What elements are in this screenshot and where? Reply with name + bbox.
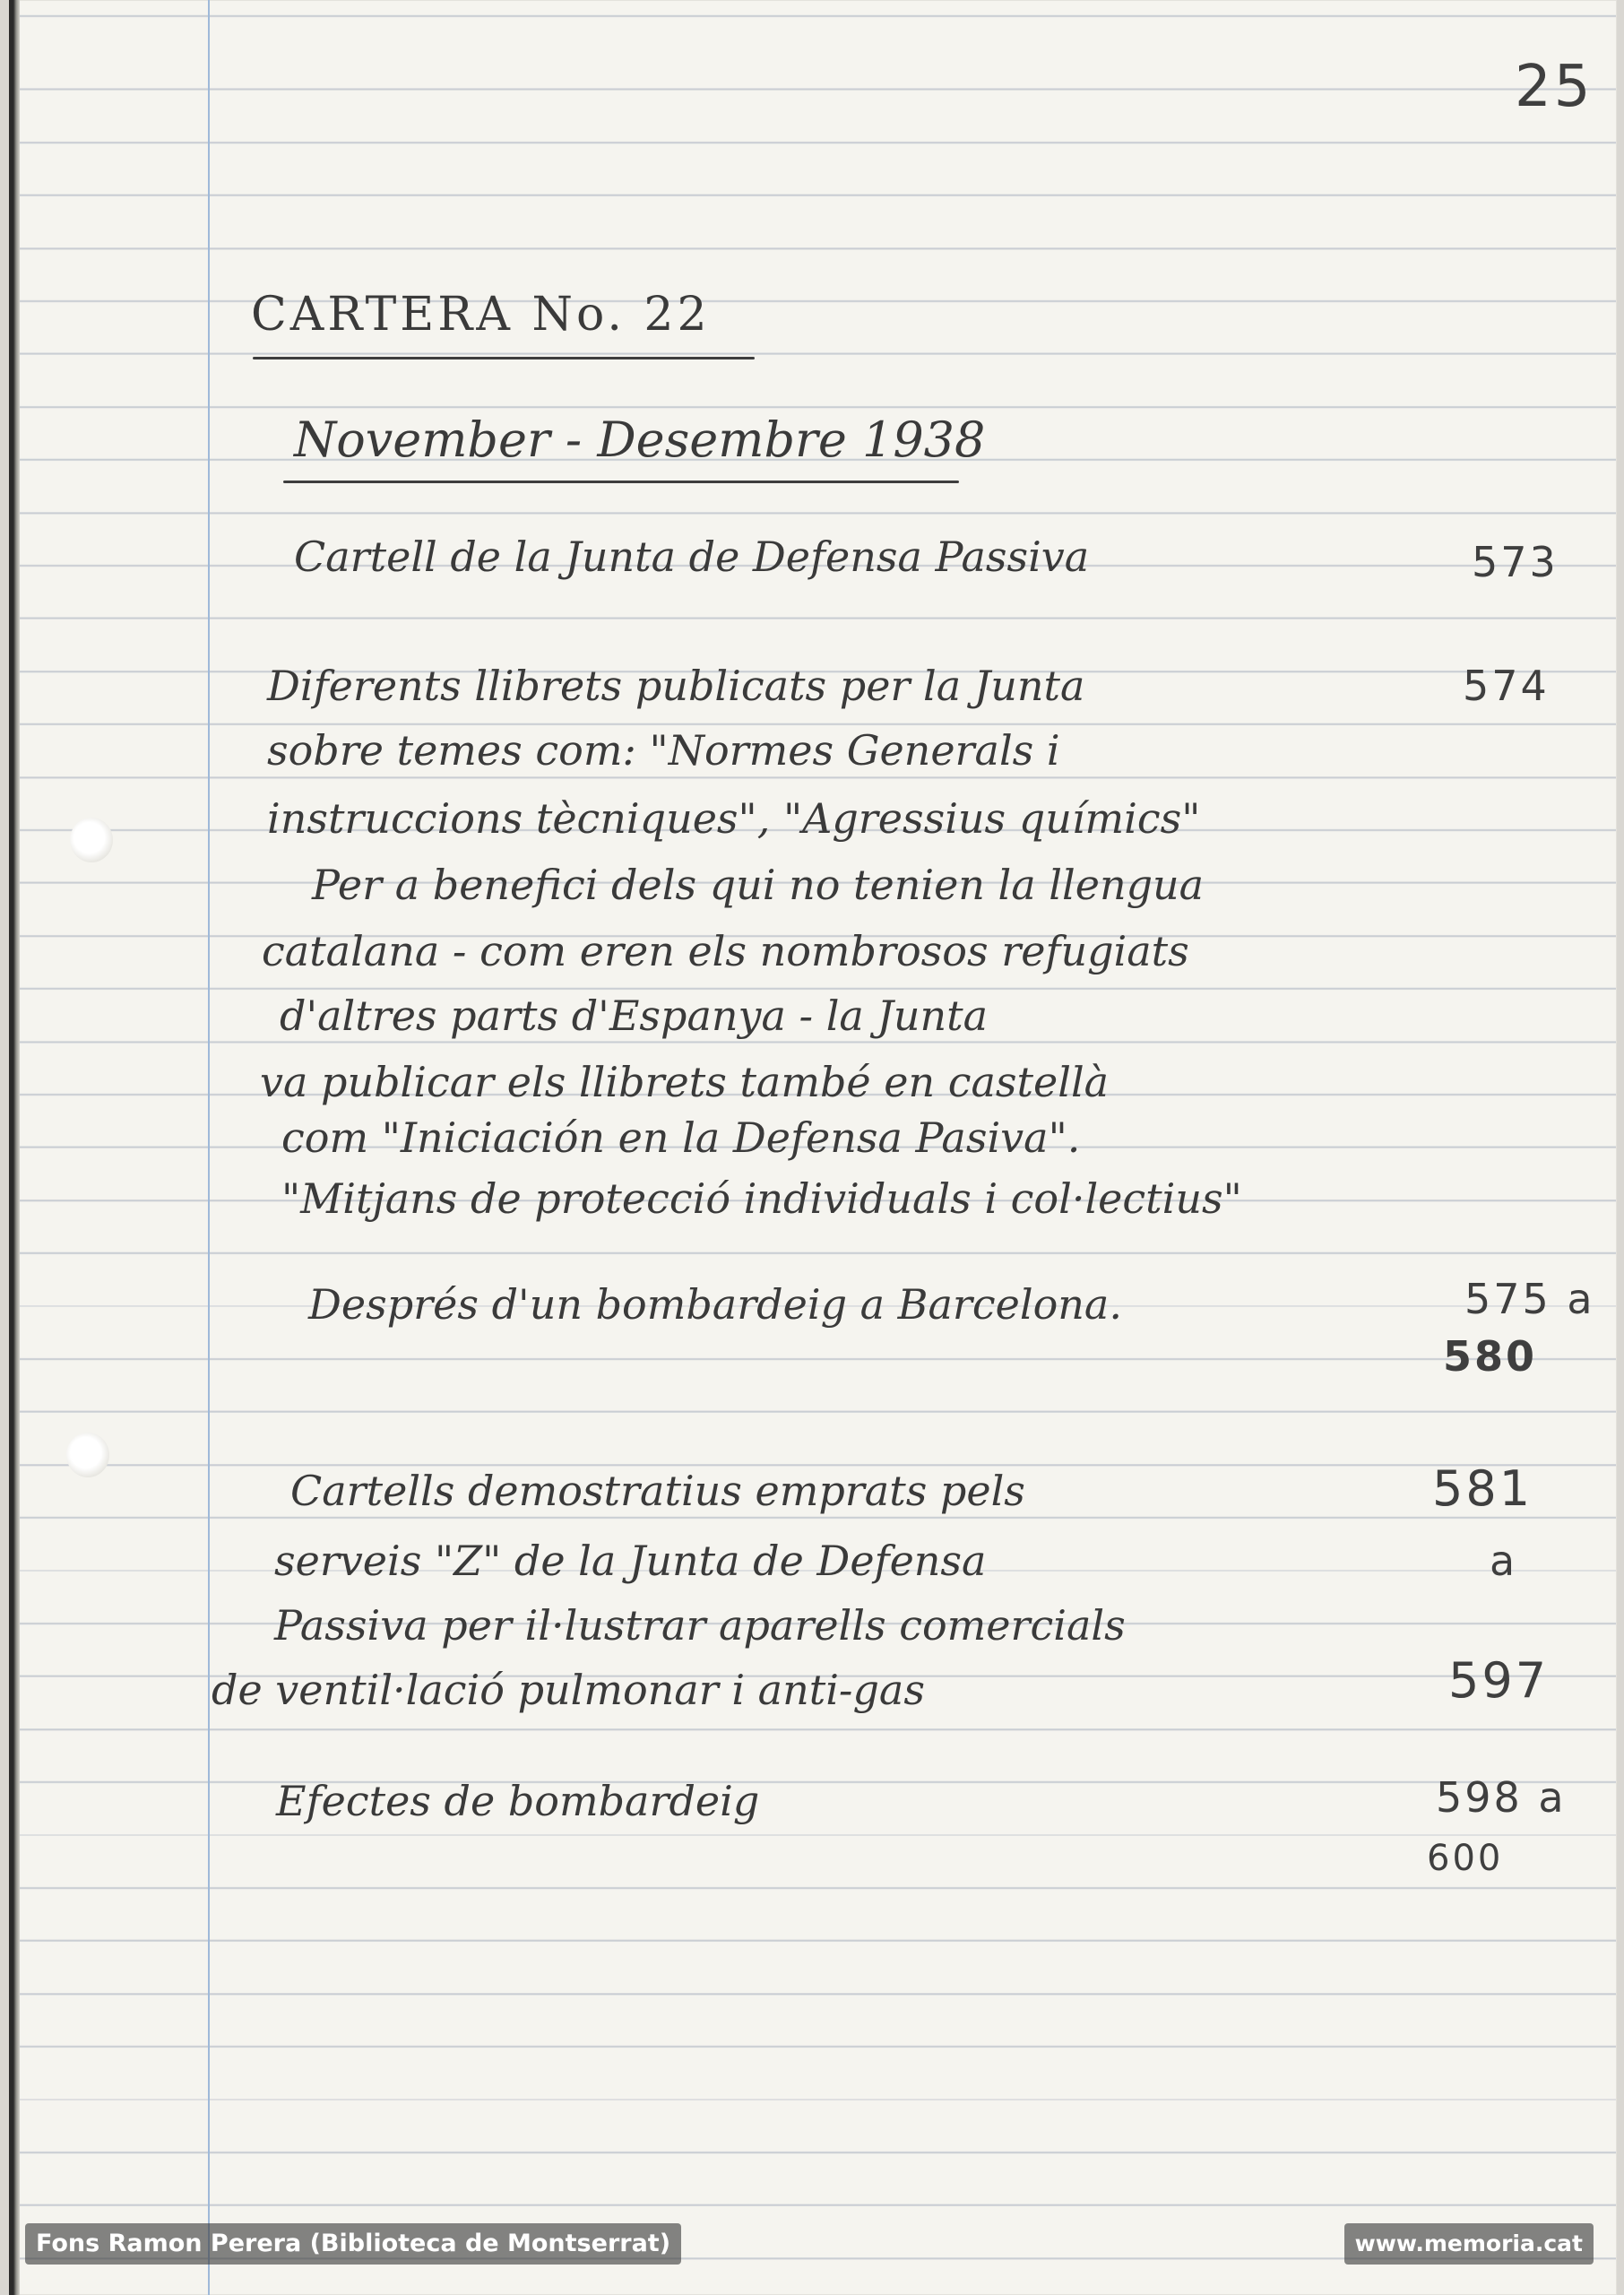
entry-line: Efectes de bombardeig bbox=[276, 1777, 760, 1825]
entry-ref: 598 a bbox=[1436, 1773, 1567, 1822]
scan-edge bbox=[9, 0, 20, 2295]
heading: CARTERA No. 22 bbox=[251, 288, 711, 342]
entry-line: instruccions tècniques", "Agressius químics" bbox=[267, 794, 1201, 843]
entry-line: Cartells demostratius emprats pels bbox=[290, 1467, 1025, 1515]
date-range: November - Desembre 1938 bbox=[294, 411, 986, 468]
entry-ref: 581 bbox=[1432, 1460, 1533, 1517]
entry-ref: 597 bbox=[1448, 1652, 1550, 1709]
entry-ref: a bbox=[1490, 1537, 1518, 1585]
entry-ref: 600 bbox=[1427, 1838, 1504, 1879]
entry-line: va publicar els llibrets també en castellà bbox=[260, 1058, 1110, 1106]
entry-line: Cartell de la Junta de Defensa Passiva bbox=[294, 533, 1090, 581]
entry-ref: 573 bbox=[1472, 538, 1559, 586]
page-number: 25 bbox=[1515, 54, 1594, 120]
entry-line: Passiva per il·lustrar aparells comercials bbox=[274, 1601, 1126, 1650]
entry-ref: 575 a bbox=[1464, 1275, 1595, 1323]
entry-line: sobre temes com: "Normes Generals i bbox=[267, 726, 1060, 775]
heading-underline bbox=[253, 357, 755, 359]
entry-line: de ventil·lació pulmonar i anti-gas bbox=[212, 1666, 925, 1714]
entry-line: d'altres parts d'Espanya - la Junta bbox=[280, 992, 989, 1040]
entry-line: Per a benefici dels qui no tenien la llengua bbox=[312, 861, 1205, 909]
source-label: Fons Ramon Perera (Biblioteca de Montserrat) bbox=[25, 2223, 681, 2265]
entry-line: Diferents llibrets publicats per la Junta bbox=[267, 662, 1085, 710]
entry-ref: 574 bbox=[1463, 662, 1550, 710]
entry-line: "Mitjans de protecció individuals i col·lectius" bbox=[281, 1174, 1242, 1223]
entry-line: com "Iniciación en la Defensa Pasiva". bbox=[281, 1113, 1081, 1162]
entry-line: Després d'un bombardeig a Barcelona. bbox=[308, 1280, 1122, 1329]
notebook-page bbox=[9, 0, 1617, 2295]
date-range-underline bbox=[283, 481, 959, 483]
entry-ref: 580 bbox=[1443, 1332, 1538, 1381]
website-label: www.memoria.cat bbox=[1344, 2223, 1594, 2265]
punch-hole-middle bbox=[66, 1433, 109, 1477]
entry-line: catalana - com eren els nombrosos refugiats bbox=[262, 927, 1189, 975]
punch-hole-top bbox=[70, 818, 113, 862]
entry-line: serveis "Z" de la Junta de Defensa bbox=[274, 1537, 987, 1585]
margin-line bbox=[208, 0, 210, 2295]
